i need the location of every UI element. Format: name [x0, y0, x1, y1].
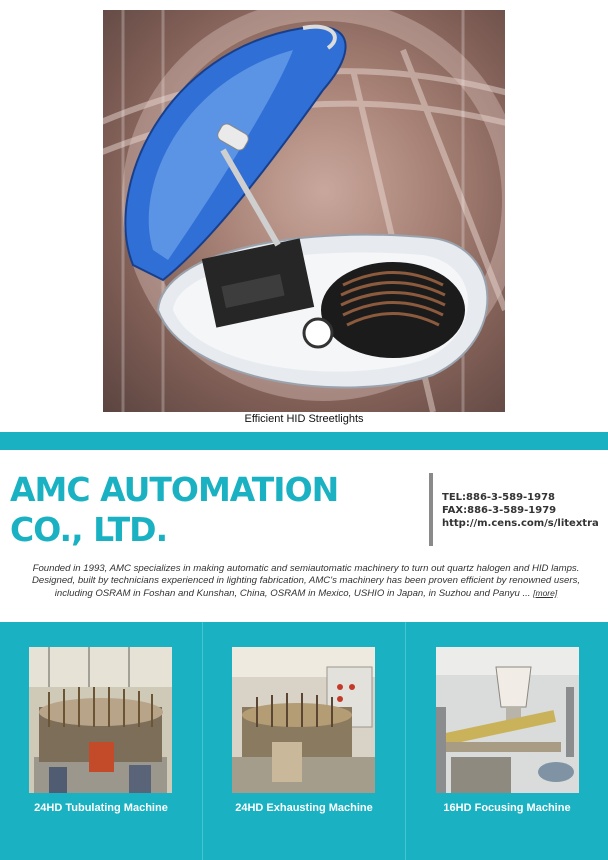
machine-illustration [436, 647, 579, 793]
description-text: Founded in 1993, AMC specializes in making automatic and semiautomatic machinery to turn out quartz halogen and HID lamps. Designed, built by technicians experienced in lighting fabrication, AMC's machinery has been proven efficient by renowned users, including OSRAM in Foshan and Kunshan, China, OSRAM in Mexico, USHIO in Japan, in Suzhou and Panyu ... [31, 563, 581, 599]
product-caption-tubulating: 24HD Tubulating Machine [34, 802, 168, 814]
telephone: TEL:886-3-589-1978 [442, 492, 556, 503]
contact-info [442, 491, 599, 530]
column-divider [202, 622, 203, 860]
machine-illustration [232, 647, 375, 793]
product-caption-exhausting: 24HD Exhausting Machine [235, 802, 373, 814]
header-band [0, 432, 608, 450]
product-photo-exhausting [232, 647, 375, 793]
hero-caption: Efficient HID Streetlights [244, 413, 364, 425]
divider [429, 473, 433, 546]
streetlight-illustration [103, 10, 505, 412]
column-divider [405, 622, 406, 860]
company-description [16, 563, 596, 600]
machine-illustration [29, 647, 172, 793]
more-link[interactable]: [more] [533, 588, 558, 598]
fax: FAX:886-3-589-1979 [442, 505, 557, 516]
product-photo-focusing [436, 647, 579, 793]
product-photo-tubulating [29, 647, 172, 793]
website-link[interactable]: http://m.cens.com/s/litextra [442, 518, 599, 529]
company-name: AMC AUTOMATION CO., LTD. [10, 470, 339, 549]
product-caption-focusing: 16HD Focusing Machine [443, 802, 571, 814]
hero-photo [103, 10, 505, 412]
